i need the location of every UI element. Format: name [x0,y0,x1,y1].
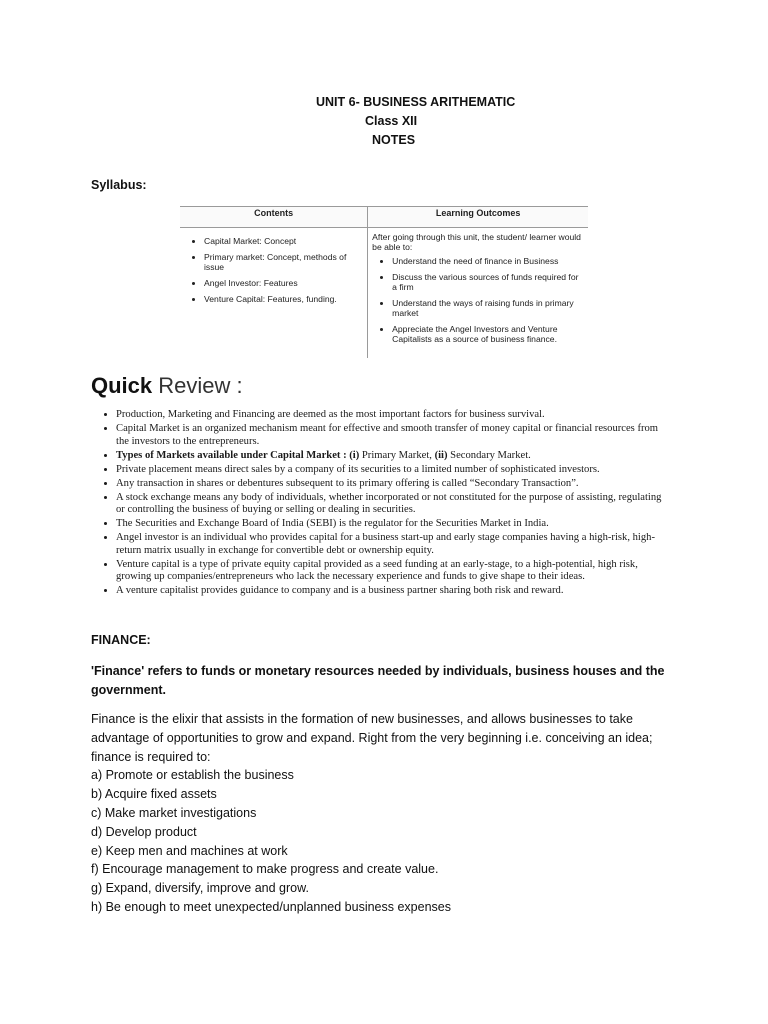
list-item: f) Encourage management to make progress and create value. [91,862,439,877]
quick-review-rest: Review : [158,373,243,398]
finance-purpose-list [91,766,681,916]
quick-review-list [102,409,668,599]
list-item: • Venture capital is a type of private equity capital provided as a seed funding at an early-stage, to a high-potential, high risk, growing up companies/entrepreneurs who lack the necessary experience and funds to give shape to their ideas. [116,559,668,584]
finance-definition: 'Finance' refers to funds or monetary resources needed by individuals, business houses and the government. [91,664,665,697]
list-item: • Production, Marketing and Financing are deemed as the most important factors for business survival. [116,409,668,422]
outcomes-intro: After going through this unit, the student/ learner would be able to: [372,232,581,252]
list-item: a) Promote or establish the business [91,768,294,783]
list-item: • A venture capitalist provides guidance to company and is a business partner sharing both risk and reward. [116,585,668,598]
list-item: • Capital Market is an organized mechanism meant for effective and smooth transfer of money capital or financial resources from the investors to the entrepreneurs. [116,423,668,448]
list-item: • Capital Market: Concept [204,236,363,246]
notes-label: NOTES [372,133,416,147]
list-item: c) Make market investigations [91,805,257,820]
quick-review-bold: Quick [91,373,153,398]
class-label: Class XII [365,114,418,128]
list-item: • Any transaction in shares or debentures subsequent to its primary offering is called “Secondary Transaction”. [116,478,668,491]
list-item: • Discuss the various sources of funds required for a firm [392,272,584,292]
outcomes-cell [368,228,588,359]
list-item: • A stock exchange means any body of individuals, whether incorporated or not constituted for the purpose of assisting, regulating or controlling the business of buying or selling or dealing in securities. [116,492,668,517]
outcomes-column-header: Learning Outcomes [368,207,588,228]
list-item [116,450,668,463]
list-item: g) Expand, diversify, improve and grow. [91,881,309,896]
list-item: • Venture Capital: Features, funding. [204,294,363,304]
syllabus-heading: Syllabus: [91,178,147,192]
list-item: d) Develop product [91,824,197,839]
list-item: • Angel Investor: Features [204,278,363,288]
list-item: e) Keep men and machines at work [91,843,288,858]
markets-primary: Primary Market, [359,449,435,461]
finance-intro: Finance is the elixir that assists in the formation of new businesses, and allows businesses to take advantage of opportunities to grow and expand. Right from the very beginning i.e. conceiving an idea; finance is required to: [91,712,653,764]
contents-cell [180,228,368,359]
list-item: b) Acquire fixed assets [91,787,217,802]
list-item: • Appreciate the Angel Investors and Venture Capitalists as a source of business finance. [392,324,584,344]
syllabus-table [180,206,588,358]
markets-numeral: (ii) [434,449,448,461]
list-item: • Angel investor is an individual who provides capital for a business start-up and early stage companies having a high-risk, high-return matrix usually in exchange for convertible debt or ownership equity. [116,532,668,557]
list-item: h) Be enough to meet unexpected/unplanned business expenses [91,899,451,914]
finance-body [91,710,681,917]
list-item: • Primary market: Concept, methods of issue [204,252,363,272]
table-header-row [180,207,588,228]
finance-heading: FINANCE: [91,633,151,647]
table-row [180,228,588,359]
unit-title: UNIT 6- BUSINESS ARITHEMATIC [316,95,516,109]
list-item: • The Securities and Exchange Board of India (SEBI) is the regulator for the Securities Market in India. [116,518,668,531]
quick-review-heading [91,372,243,400]
markets-lead: Types of Markets available under Capital Market : (i) [116,449,360,461]
contents-column-header: Contents [180,207,368,228]
list-item: • Understand the need of finance in Business [392,256,584,266]
list-item: • Private placement means direct sales by a company of its securities to a limited number of sophisticated investors. [116,464,668,477]
list-item: • Understand the ways of raising funds in primary market [392,298,584,318]
markets-secondary: Secondary Market. [447,449,531,461]
